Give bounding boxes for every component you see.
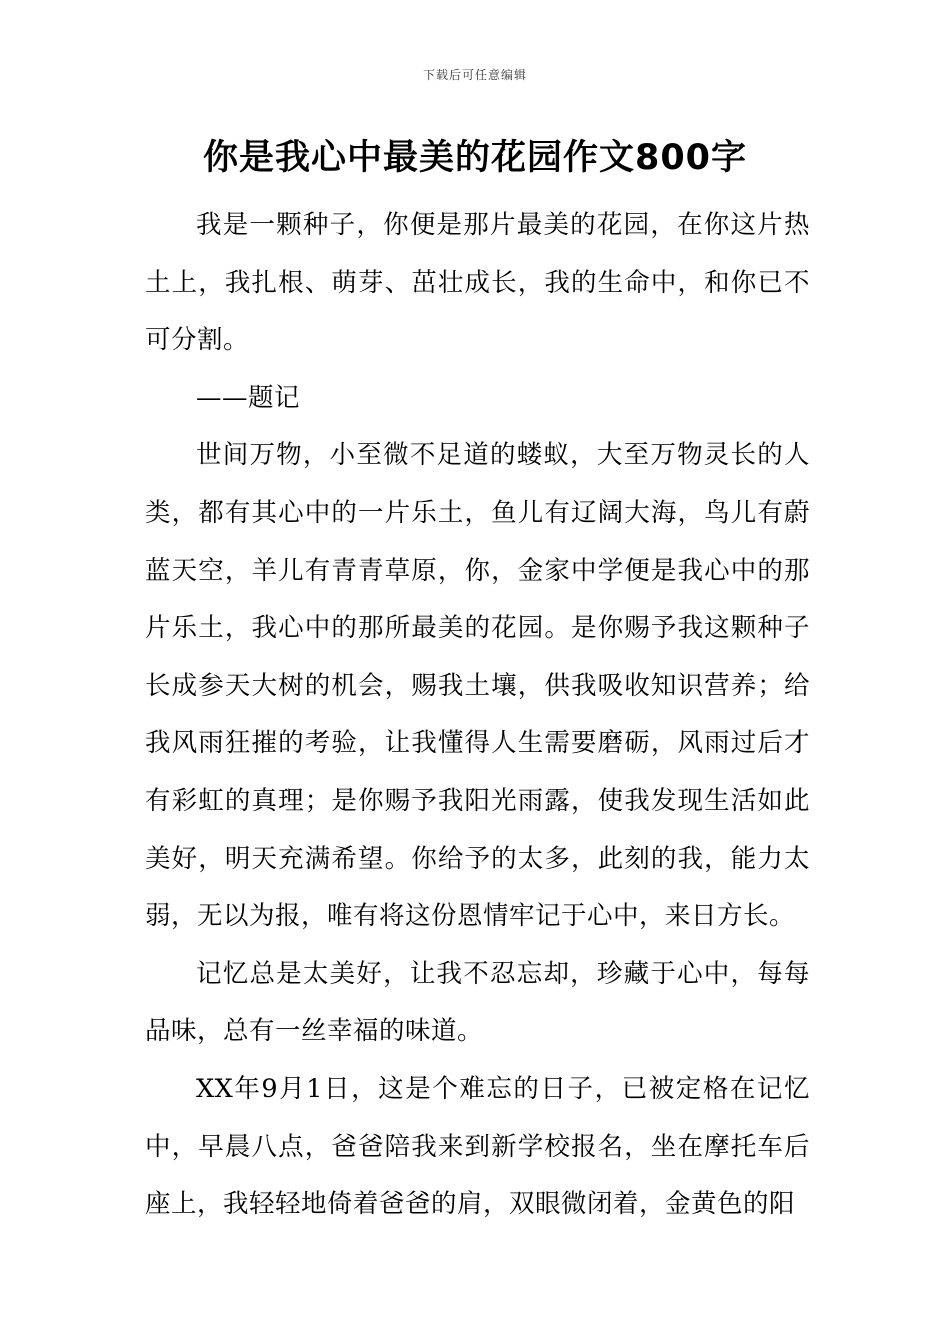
header-note: 下载后可任意编辑	[422, 68, 527, 82]
paragraph-main: 世间万物，小至微不足道的蝼蚁，大至万物灵长的人类，都有其心中的一片乐土，鱼儿有辽阔大海，鸟儿有蔚蓝天空，羊儿有青青草原，你，金家中学便是我心中的那片乐土，我心中的那所最美的花园。是你赐予我这颗种子长成参天大树的机会，赐我土壤，供我吸收知识营养；给我风雨狂摧的考验，让我懂得人生需要磨砺，风雨过后才有彩虹的真理；是你赐予我阳光雨露，使我发现生活如此美好，明天充满希望。你给予的太多，此刻的我，能力太弱，无以为报，唯有将这份恩情牢记于心中，来日方长。	[145, 440, 810, 932]
paragraph-epigraph-attribution: ——题记	[196, 382, 301, 413]
paragraph-intro: 我是一颗种子，你便是那片最美的花园，在你这片热土上，我扎根、萌芽、茁壮成长，我的生命中，和你已不可分割。	[145, 210, 810, 356]
document-body	[145, 197, 810, 1234]
paragraph-first-day: XX年9月1日，这是个难忘的日子，已被定格在记忆中，早晨八点，爸爸陪我来到新学校报名，坐在摩托车后座上，我轻轻地倚着爸爸的肩，双眼微闭着，金黄色的阳	[145, 1073, 810, 1220]
paragraph-memory: 记忆总是太美好，让我不忍忘却，珍藏于心中，每每品味，总有一丝幸福的味道。	[145, 958, 810, 1047]
document-title: 你是我心中最美的花园作文800字	[202, 138, 748, 178]
